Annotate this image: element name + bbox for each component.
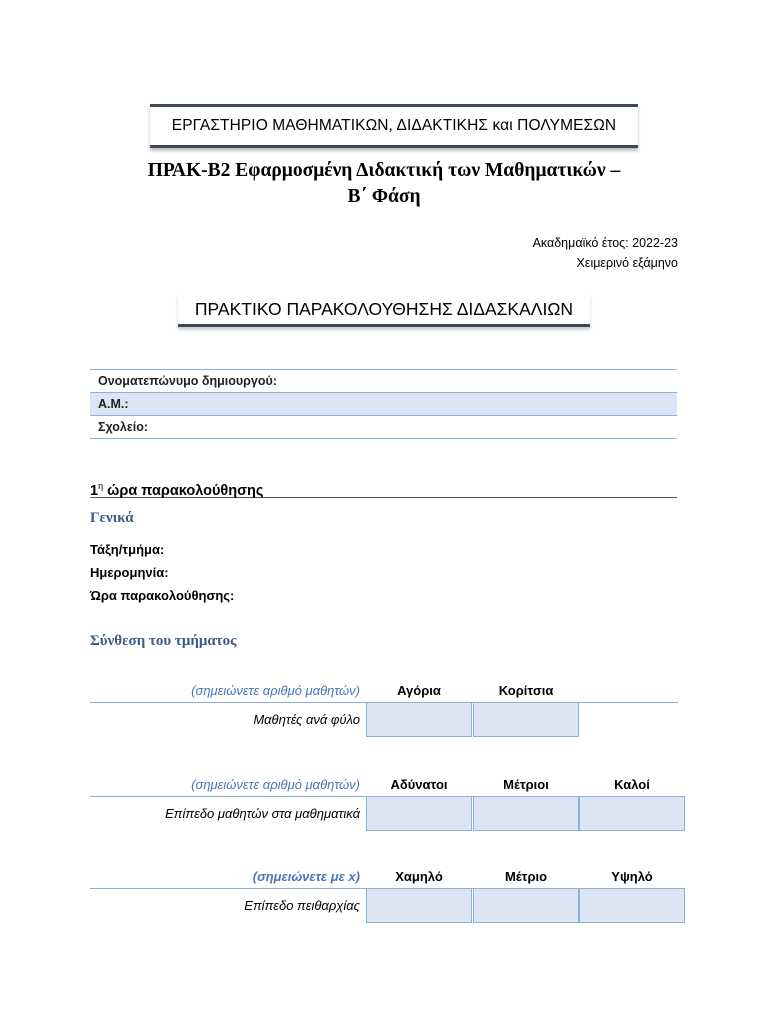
general-heading: Γενικά	[90, 510, 134, 526]
discipline-grid-header	[90, 866, 678, 888]
col-high: Υψηλό	[611, 869, 653, 884]
gender-note: (σημειώνετε αριθμό μαθητών)	[191, 683, 360, 698]
discipline-row	[90, 888, 678, 925]
col-medium: Μέτριο	[504, 869, 548, 884]
hour-text: ώρα παρακολούθησης	[103, 482, 264, 499]
high-cell[interactable]	[579, 888, 685, 923]
col-weak: Αδύνατοι	[390, 777, 448, 792]
col-girls: Κορίτσια	[498, 683, 554, 698]
col-average: Μέτριοι	[503, 777, 549, 792]
medium-cell[interactable]	[473, 888, 579, 923]
girls-cell[interactable]	[473, 702, 579, 737]
school-field[interactable]: Σχολείο:	[98, 420, 149, 434]
discipline-grid	[90, 866, 678, 925]
average-cell[interactable]	[473, 796, 579, 831]
course-title-line2: Β΄ Φάση	[347, 186, 421, 207]
level-row-label: Επίπεδο μαθητών στα μαθηματικά	[165, 806, 360, 821]
report-title: ΠΡΑΚΤΙΚΟ ΠΑΡΑΚΟΛΟΥΘΗΣΗΣ ΔΙΔΑΣΚΑΛΙΩΝ	[178, 294, 590, 327]
general-fields	[90, 538, 234, 607]
hour-sup: η	[98, 481, 104, 491]
creator-info-table	[90, 369, 677, 439]
am-field[interactable]: Α.Μ.:	[90, 392, 677, 416]
gender-row	[90, 702, 678, 739]
gender-row-label: Μαθητές ανά φύλο	[253, 712, 360, 727]
composition-heading: Σύνθεση του τμήματος	[90, 633, 237, 649]
discipline-row-label: Επίπεδο πειθαρχίας	[244, 898, 360, 913]
col-boys: Αγόρια	[397, 683, 441, 698]
gender-grid	[90, 680, 678, 739]
boys-cell[interactable]	[366, 702, 472, 737]
course-title	[90, 158, 678, 210]
col-good: Καλοί	[614, 777, 650, 792]
date-field[interactable]: Ημερομηνία:	[90, 565, 169, 580]
time-field[interactable]: Ώρα παρακολούθησης:	[90, 588, 235, 603]
lab-name: ΕΡΓΑΣΤΗΡΙΟ ΜΑΘΗΜΑΤΙΚΩΝ, ΔΙΔΑΚΤΙΚΗΣ και ΠΟΛΥΜΕΣΩΝ	[171, 117, 617, 134]
creator-name-field[interactable]: Ονοματεπώνυμο δημιουργού:	[98, 374, 277, 388]
semester: Χειμερινό εξάμηνο	[576, 256, 678, 270]
good-cell[interactable]	[579, 796, 685, 831]
level-note: (σημειώνετε αριθμό μαθητών)	[191, 777, 360, 792]
hour-number: 1	[90, 482, 99, 499]
discipline-note: (σημειώνετε με x)	[252, 869, 360, 884]
low-cell[interactable]	[366, 888, 472, 923]
level-grid-header	[90, 774, 678, 796]
class-field[interactable]: Τάξη/τμήμα:	[90, 542, 165, 557]
col-low: Χαμηλό	[395, 869, 443, 884]
hour-heading	[90, 475, 677, 498]
weak-cell[interactable]	[366, 796, 472, 831]
level-row	[90, 796, 678, 833]
course-title-line1: ΠΡΑΚ-Β2 Εφαρμοσμένη Διδακτική των Μαθηματικών –	[147, 160, 621, 181]
academic-info	[533, 233, 678, 273]
gender-grid-header	[90, 680, 678, 702]
lab-banner	[150, 104, 638, 148]
academic-year: Ακαδημαϊκό έτος: 2022-23	[532, 236, 678, 250]
level-grid	[90, 774, 678, 833]
